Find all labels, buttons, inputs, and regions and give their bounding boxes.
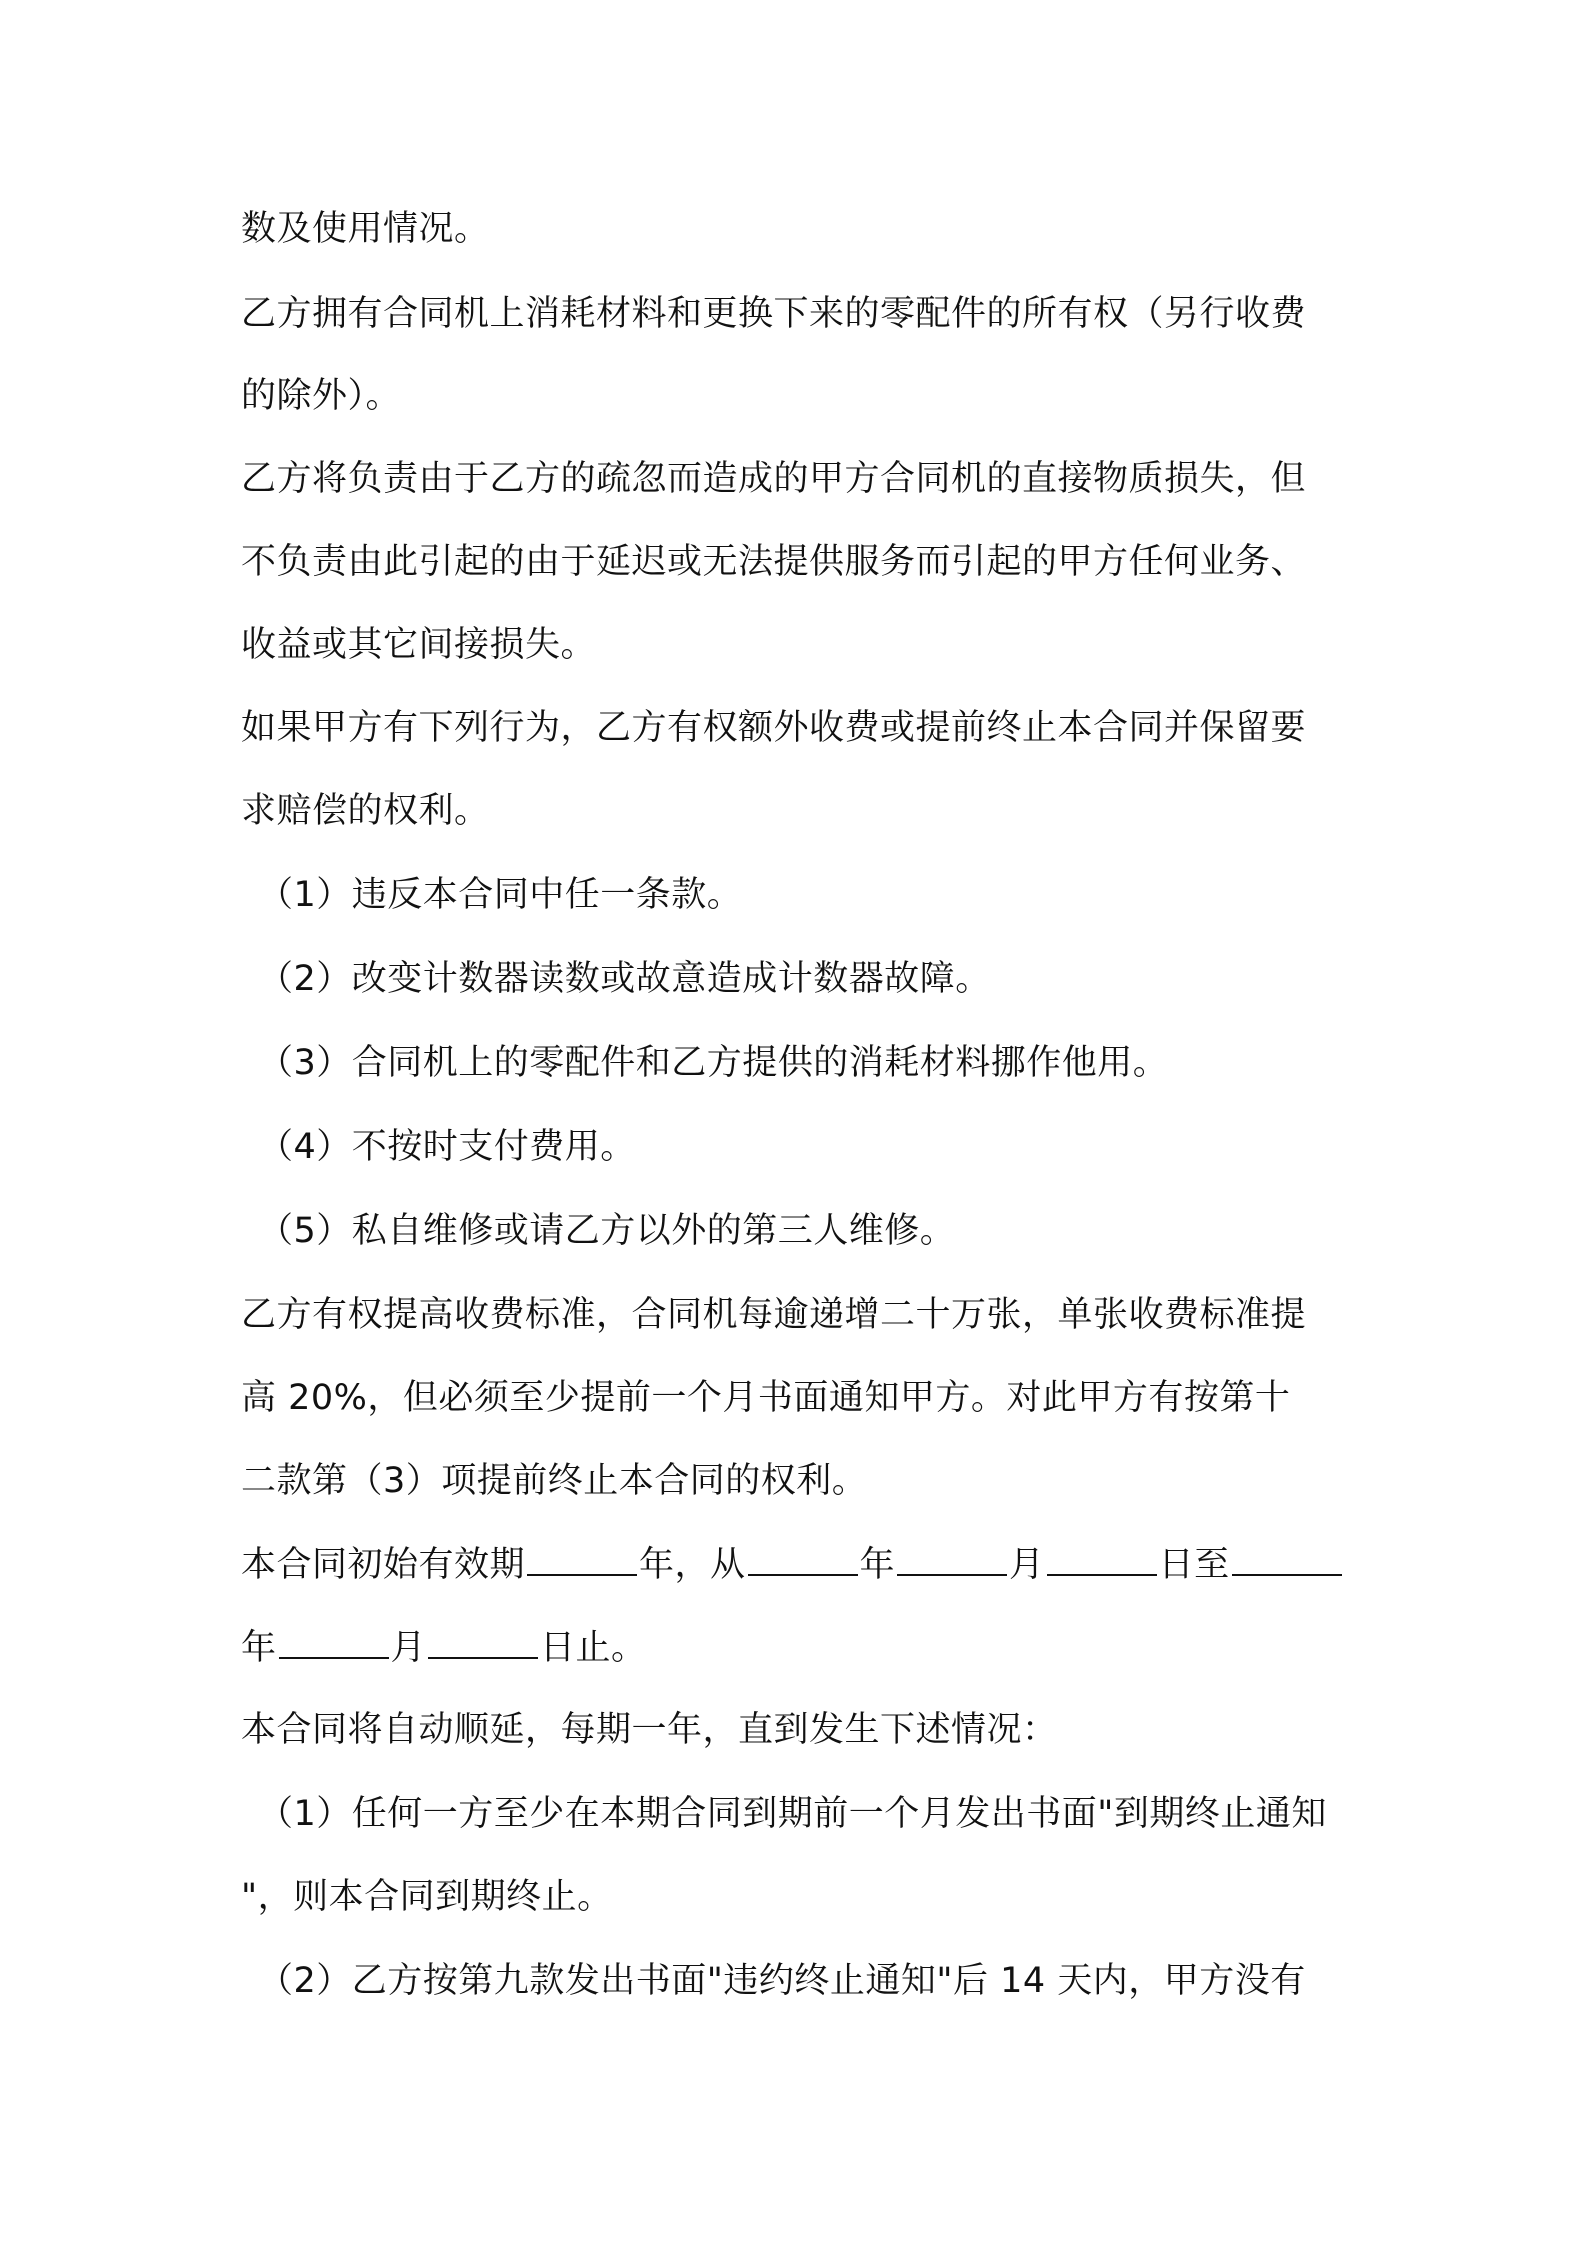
fill-in-blank[interactable] [527,1540,637,1576]
fill-in-blank[interactable] [279,1623,389,1659]
paragraph-line: 收益或其它间接损失。 [241,625,597,665]
list-item: （2）改变计数器读数或故意造成计数器故障。 [258,959,991,999]
fill-in-blank[interactable] [428,1623,538,1659]
fill-in-blank[interactable] [1047,1540,1157,1576]
term-text: 年 [859,1545,896,1585]
term-line-2 [241,1623,1361,1672]
paragraph-line: 求赔偿的权利。 [241,791,490,831]
term-text: 年 [241,1628,277,1668]
paragraph-line: 乙方拥有合同机上消耗材料和更换下来的零配件的所有权（另行收费 [241,294,1307,334]
paragraph-line: "，则本合同到期终止。 [241,1877,613,1917]
paragraph-line: 本合同将自动顺延，每期一年，直到发生下述情况： [241,1710,1058,1750]
term-text: 日至 [1158,1545,1230,1585]
paragraph-line: 如果甲方有下列行为，乙方有权额外收费或提前终止本合同并保留要 [241,708,1307,748]
list-item: （1）任何一方至少在本期合同到期前一个月发出书面"到期终止通知 [258,1794,1327,1834]
list-item: （2）乙方按第九款发出书面"违约终止通知"后 14 天内，甲方没有 [258,1961,1306,2001]
paragraph-line: 乙方将负责由于乙方的疏忽而造成的甲方合同机的直接物质损失，但 [241,459,1307,499]
fill-in-blank[interactable] [748,1540,858,1576]
term-text: 本合同初始有效期 [241,1545,526,1585]
term-text: 日止。 [540,1628,647,1668]
paragraph-line: 二款第（3）项提前终止本合同的权利。 [241,1461,868,1501]
term-text: 月 [390,1628,427,1668]
list-item: （4）不按时支付费用。 [258,1127,636,1167]
list-item: （3）合同机上的零配件和乙方提供的消耗材料挪作他用。 [258,1043,1169,1083]
paragraph-line: 的除外）。 [241,376,402,416]
term-text: 月 [1009,1545,1045,1585]
term-line-1 [241,1540,1361,1589]
paragraph-line: 高 20%，但必须至少提前一个月书面通知甲方。对此甲方有按第十 [241,1378,1291,1418]
paragraph-line: 乙方有权提高收费标准，合同机每逾递增二十万张，单张收费标准提 [241,1295,1307,1335]
term-text: 年，从 [639,1545,746,1585]
fill-in-blank[interactable] [1232,1540,1342,1576]
fill-in-blank[interactable] [897,1540,1007,1576]
list-item: （5）私自维修或请乙方以外的第三人维修。 [258,1211,956,1251]
paragraph-line: 数及使用情况。 [241,209,490,249]
list-item: （1）违反本合同中任一条款。 [258,875,743,915]
paragraph-line: 不负责由此引起的由于延迟或无法提供服务而引起的甲方任何业务、 [241,542,1307,582]
